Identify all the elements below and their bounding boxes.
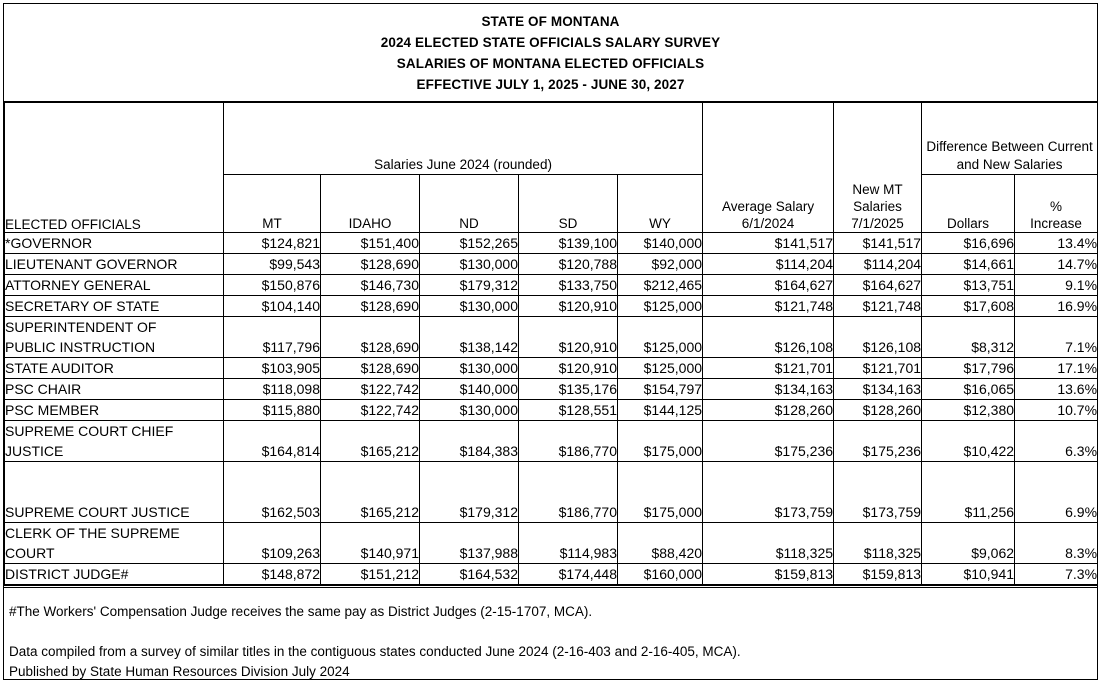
cell-pct-increase: 14.7%: [1015, 254, 1098, 275]
cell-new-mt-salary: $173,759: [834, 462, 922, 523]
cell-idaho: $122,742: [321, 379, 420, 400]
header-group-difference: Difference Between Current and New Salaries: [922, 103, 1098, 175]
row-label-line1: SUPERINTENDENT OF: [5, 319, 157, 335]
cell-mt: $150,876: [224, 275, 321, 296]
cell-mt: $103,905: [224, 358, 321, 379]
cell-new-mt-salary: $126,108: [834, 317, 922, 358]
cell-sd: $174,448: [519, 564, 618, 585]
cell-wy: $92,000: [618, 254, 703, 275]
cell-nd: $130,000: [420, 358, 519, 379]
cell-average-salary: $121,701: [703, 358, 834, 379]
cell-wy: $125,000: [618, 296, 703, 317]
cell-nd: $137,988: [420, 523, 519, 564]
row-label: *GOVERNOR: [5, 233, 224, 254]
cell-pct-increase: 17.1%: [1015, 358, 1098, 379]
cell-pct-increase: 16.9%: [1015, 296, 1098, 317]
cell-mt: $104,140: [224, 296, 321, 317]
cell-new-mt-salary: $159,813: [834, 564, 922, 585]
table-body: [5, 233, 1098, 585]
header-new-mt-line2: Salaries: [853, 199, 902, 214]
title-line-4: EFFECTIVE JULY 1, 2025 - JUNE 30, 2027: [416, 77, 685, 92]
cell-new-mt-salary: $128,260: [834, 400, 922, 421]
title-block: [4, 4, 1097, 102]
cell-nd: $130,000: [420, 296, 519, 317]
header-col-wy: WY: [618, 175, 703, 233]
header-col-mt: MT: [224, 175, 321, 233]
cell-nd: $179,312: [420, 462, 519, 523]
row-label: DISTRICT JUDGE#: [5, 564, 224, 585]
row-label-line2: COURT: [5, 545, 55, 561]
row-label-line0: [5, 462, 223, 482]
cell-wy: $175,000: [618, 462, 703, 523]
cell-mt: $117,796: [224, 317, 321, 358]
cell-new-mt-salary: $121,748: [834, 296, 922, 317]
document-frame: [3, 3, 1098, 680]
cell-average-salary: $114,204: [703, 254, 834, 275]
cell-wy: $88,420: [618, 523, 703, 564]
cell-wy: $212,465: [618, 275, 703, 296]
cell-new-mt-salary: $175,236: [834, 421, 922, 462]
cell-new-mt-salary: $141,517: [834, 233, 922, 254]
cell-pct-increase: 7.3%: [1015, 564, 1098, 585]
cell-idaho: $128,690: [321, 358, 420, 379]
cell-mt: $109,263: [224, 523, 321, 564]
cell-mt: $99,543: [224, 254, 321, 275]
table-row: [5, 564, 1098, 585]
cell-average-salary: $173,759: [703, 462, 834, 523]
header-col-pct-line1: %: [1050, 199, 1063, 214]
cell-dollars: $17,796: [922, 358, 1015, 379]
footnote-data-source: Data compiled from a survey of similar titles in the contiguous states conducted June 2024 (2-16-403 and 2-16-405, MCA).: [9, 644, 741, 659]
title-line-1: STATE OF MONTANA: [481, 14, 620, 29]
header-new-mt-salaries: [834, 103, 922, 233]
cell-sd: $186,770: [519, 421, 618, 462]
table-head: [5, 103, 1098, 233]
row-label: [5, 317, 224, 358]
row-label: PSC CHAIR: [5, 379, 224, 400]
row-label: ATTORNEY GENERAL: [5, 275, 224, 296]
cell-average-salary: $159,813: [703, 564, 834, 585]
cell-sd: $120,910: [519, 296, 618, 317]
cell-sd: $139,100: [519, 233, 618, 254]
header-col-pct-increase: [1015, 175, 1098, 233]
header-col-pct-line2: Increase: [1030, 216, 1082, 231]
cell-pct-increase: 10.7%: [1015, 400, 1098, 421]
table-row: [5, 400, 1098, 421]
cell-wy: $125,000: [618, 358, 703, 379]
cell-dollars: $16,065: [922, 379, 1015, 400]
header-average-salary-line2: 6/1/2024: [741, 216, 795, 231]
row-label-line1: SUPREME COURT CHIEF: [5, 423, 174, 439]
cell-wy: $160,000: [618, 564, 703, 585]
cell-dollars: $10,422: [922, 421, 1015, 462]
header-elected-officials: ELECTED OFFICIALS: [5, 103, 224, 233]
cell-average-salary: $175,236: [703, 421, 834, 462]
row-label: SECRETARY OF STATE: [5, 296, 224, 317]
cell-nd: $184,383: [420, 421, 519, 462]
cell-average-salary: $118,325: [703, 523, 834, 564]
row-label-line2: SUPREME COURT JUSTICE: [5, 504, 190, 520]
cell-average-salary: $121,748: [703, 296, 834, 317]
cell-dollars: $16,696: [922, 233, 1015, 254]
row-label: STATE AUDITOR: [5, 358, 224, 379]
table-row: [5, 233, 1098, 254]
row-label: LIEUTENANT GOVERNOR: [5, 254, 224, 275]
cell-pct-increase: 6.3%: [1015, 421, 1098, 462]
title-line-2: 2024 ELECTED STATE OFFICIALS SALARY SURVEY: [380, 35, 721, 50]
cell-pct-increase: 9.1%: [1015, 275, 1098, 296]
cell-sd: $120,910: [519, 358, 618, 379]
header-col-sd: SD: [519, 175, 618, 233]
table-row: [5, 275, 1098, 296]
header-new-mt-line1: New MT: [852, 182, 903, 197]
row-label: [5, 421, 224, 462]
salary-table-wrapper: [4, 102, 1097, 588]
cell-average-salary: $128,260: [703, 400, 834, 421]
table-row: [5, 317, 1098, 358]
cell-new-mt-salary: $134,163: [834, 379, 922, 400]
cell-average-salary: $134,163: [703, 379, 834, 400]
cell-mt: $164,814: [224, 421, 321, 462]
table-row: [5, 379, 1098, 400]
header-average-salary-line1: Average Salary: [722, 199, 815, 214]
cell-sd: $128,551: [519, 400, 618, 421]
table-row: [5, 296, 1098, 317]
cell-idaho: $146,730: [321, 275, 420, 296]
cell-idaho: $140,971: [321, 523, 420, 564]
header-row-groups: [5, 103, 1098, 175]
cell-idaho: $151,400: [321, 233, 420, 254]
cell-sd: $135,176: [519, 379, 618, 400]
footnote-workers-comp: #The Workers' Compensation Judge receives the same pay as District Judges (2-15-1707, MCA).: [9, 604, 593, 619]
cell-mt: $148,872: [224, 564, 321, 585]
row-label: [5, 462, 224, 523]
cell-dollars: $11,256: [922, 462, 1015, 523]
cell-idaho: $128,690: [321, 317, 420, 358]
footnotes-block: [4, 588, 1097, 682]
header-col-idaho: IDAHO: [321, 175, 420, 233]
header-average-salary: [703, 103, 834, 233]
cell-wy: $144,125: [618, 400, 703, 421]
cell-nd: $130,000: [420, 254, 519, 275]
cell-sd: $114,983: [519, 523, 618, 564]
cell-pct-increase: 13.4%: [1015, 233, 1098, 254]
table-row: [5, 462, 1098, 523]
cell-nd: $179,312: [420, 275, 519, 296]
cell-dollars: $9,062: [922, 523, 1015, 564]
header-group-salaries-june-2024: Salaries June 2024 (rounded): [224, 103, 703, 175]
cell-dollars: $17,608: [922, 296, 1015, 317]
cell-nd: $140,000: [420, 379, 519, 400]
cell-average-salary: $126,108: [703, 317, 834, 358]
row-label-line2: JUSTICE: [5, 443, 64, 459]
cell-new-mt-salary: $121,701: [834, 358, 922, 379]
cell-pct-increase: 8.3%: [1015, 523, 1098, 564]
salary-table: [4, 102, 1098, 585]
header-col-dollars: Dollars: [922, 175, 1015, 233]
row-label-line1: CLERK OF THE SUPREME: [5, 525, 180, 541]
cell-dollars: $14,661: [922, 254, 1015, 275]
cell-nd: $152,265: [420, 233, 519, 254]
cell-dollars: $13,751: [922, 275, 1015, 296]
cell-pct-increase: 7.1%: [1015, 317, 1098, 358]
cell-wy: $175,000: [618, 421, 703, 462]
cell-pct-increase: 13.6%: [1015, 379, 1098, 400]
cell-nd: $130,000: [420, 400, 519, 421]
table-row: [5, 523, 1098, 564]
cell-sd: $120,788: [519, 254, 618, 275]
table-row: [5, 254, 1098, 275]
header-col-nd: ND: [420, 175, 519, 233]
cell-nd: $138,142: [420, 317, 519, 358]
cell-average-salary: $164,627: [703, 275, 834, 296]
row-label: [5, 523, 224, 564]
cell-idaho: $165,212: [321, 462, 420, 523]
title-line-3: SALARIES OF MONTANA ELECTED OFFICIALS: [396, 56, 705, 71]
cell-wy: $154,797: [618, 379, 703, 400]
cell-mt: $115,880: [224, 400, 321, 421]
cell-mt: $124,821: [224, 233, 321, 254]
row-label-line2: PUBLIC INSTRUCTION: [5, 339, 156, 355]
cell-idaho: $128,690: [321, 254, 420, 275]
cell-idaho: $151,212: [321, 564, 420, 585]
table-row: [5, 421, 1098, 462]
cell-idaho: $122,742: [321, 400, 420, 421]
cell-wy: $125,000: [618, 317, 703, 358]
cell-sd: $186,770: [519, 462, 618, 523]
cell-wy: $140,000: [618, 233, 703, 254]
header-new-mt-line3: 7/1/2025: [851, 216, 904, 231]
cell-new-mt-salary: $164,627: [834, 275, 922, 296]
cell-sd: $120,910: [519, 317, 618, 358]
cell-new-mt-salary: $114,204: [834, 254, 922, 275]
footnote-spacer: [9, 622, 1097, 642]
cell-sd: $133,750: [519, 275, 618, 296]
cell-mt: $118,098: [224, 379, 321, 400]
cell-new-mt-salary: $118,325: [834, 523, 922, 564]
cell-dollars: $12,380: [922, 400, 1015, 421]
cell-idaho: $128,690: [321, 296, 420, 317]
cell-idaho: $165,212: [321, 421, 420, 462]
cell-dollars: $8,312: [922, 317, 1015, 358]
cell-nd: $164,532: [420, 564, 519, 585]
table-row: [5, 358, 1098, 379]
cell-pct-increase: 6.9%: [1015, 462, 1098, 523]
cell-dollars: $10,941: [922, 564, 1015, 585]
cell-average-salary: $141,517: [703, 233, 834, 254]
row-label: PSC MEMBER: [5, 400, 224, 421]
cell-mt: $162,503: [224, 462, 321, 523]
footnote-publisher: Published by State Human Resources Division July 2024: [9, 664, 350, 679]
row-label-line1: [5, 482, 223, 502]
